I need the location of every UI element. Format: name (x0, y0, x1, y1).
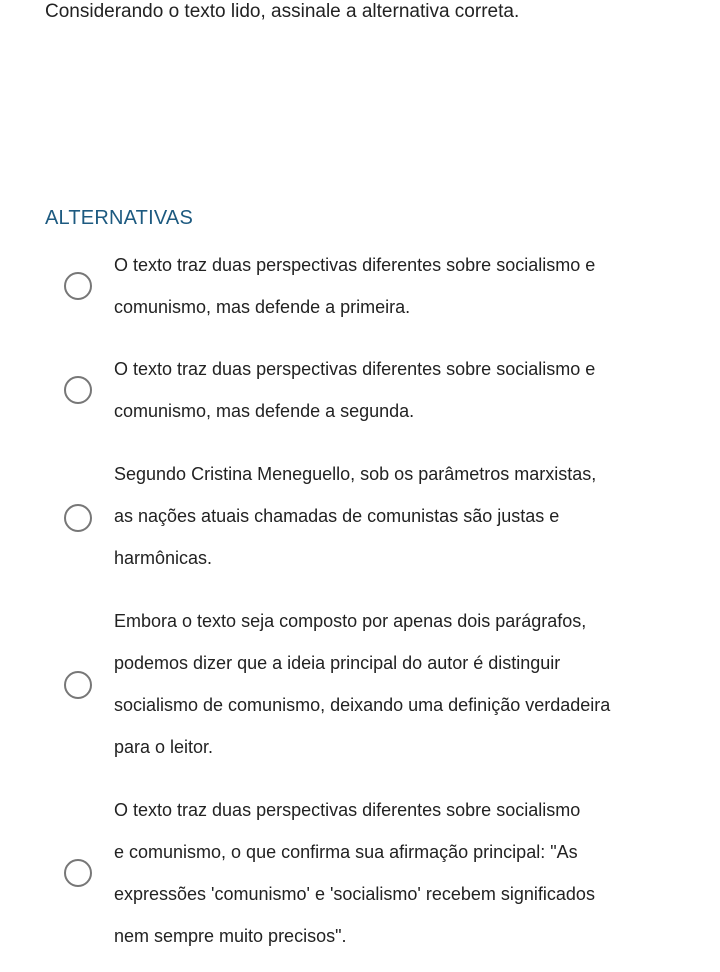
alternative-text (114, 244, 679, 328)
alternative-option-3[interactable] (0, 453, 720, 579)
alternative-text (114, 348, 679, 432)
alternative-text-line: O texto traz duas perspectivas diferentes sobre socialismo (114, 800, 581, 820)
radio-button[interactable] (64, 859, 92, 887)
alternative-text-line: para o leitor. (114, 737, 214, 757)
alternative-text-line: as nações atuais chamadas de comunistas são justas e (114, 506, 560, 526)
radio-button[interactable] (64, 272, 92, 300)
alternative-option-4[interactable] (0, 600, 720, 768)
alternative-text (114, 789, 679, 957)
alternative-text-line: Embora o texto seja composto por apenas dois parágrafos, (114, 611, 587, 631)
alternative-text-line: harmônicas. (114, 548, 213, 568)
question-prompt: Considerando o texto lido, assinale a alternativa correta. (45, 1, 520, 22)
alternative-text (114, 453, 679, 579)
alternative-text-line: O texto traz duas perspectivas diferentes sobre socialismo e (114, 255, 596, 275)
alternative-text-line: e comunismo, o que confirma sua afirmação principal: "As (114, 842, 578, 862)
alternative-text-line: Segundo Cristina Meneguello, sob os parâmetros marxistas, (114, 464, 597, 484)
alternatives-heading: ALTERNATIVAS (45, 207, 193, 229)
radio-button[interactable] (64, 671, 92, 699)
alternative-text-line: socialismo de comunismo, deixando uma definição verdadeira (114, 695, 611, 715)
alternative-option-5[interactable] (0, 789, 720, 957)
alternative-text-line: comunismo, mas defende a segunda. (114, 401, 415, 421)
radio-button[interactable] (64, 376, 92, 404)
alternative-text (114, 600, 679, 768)
alternative-text-line: comunismo, mas defende a primeira. (114, 297, 411, 317)
alternative-text-line: podemos dizer que a ideia principal do autor é distinguir (114, 653, 561, 673)
alternative-text-line: O texto traz duas perspectivas diferentes sobre socialismo e (114, 359, 596, 379)
radio-button[interactable] (64, 504, 92, 532)
alternative-text-line: nem sempre muito precisos". (114, 926, 347, 946)
alternative-option-2[interactable] (0, 348, 720, 432)
alternative-option-1[interactable] (0, 244, 720, 328)
alternative-text-line: expressões 'comunismo' e 'socialismo' recebem significados (114, 884, 595, 904)
